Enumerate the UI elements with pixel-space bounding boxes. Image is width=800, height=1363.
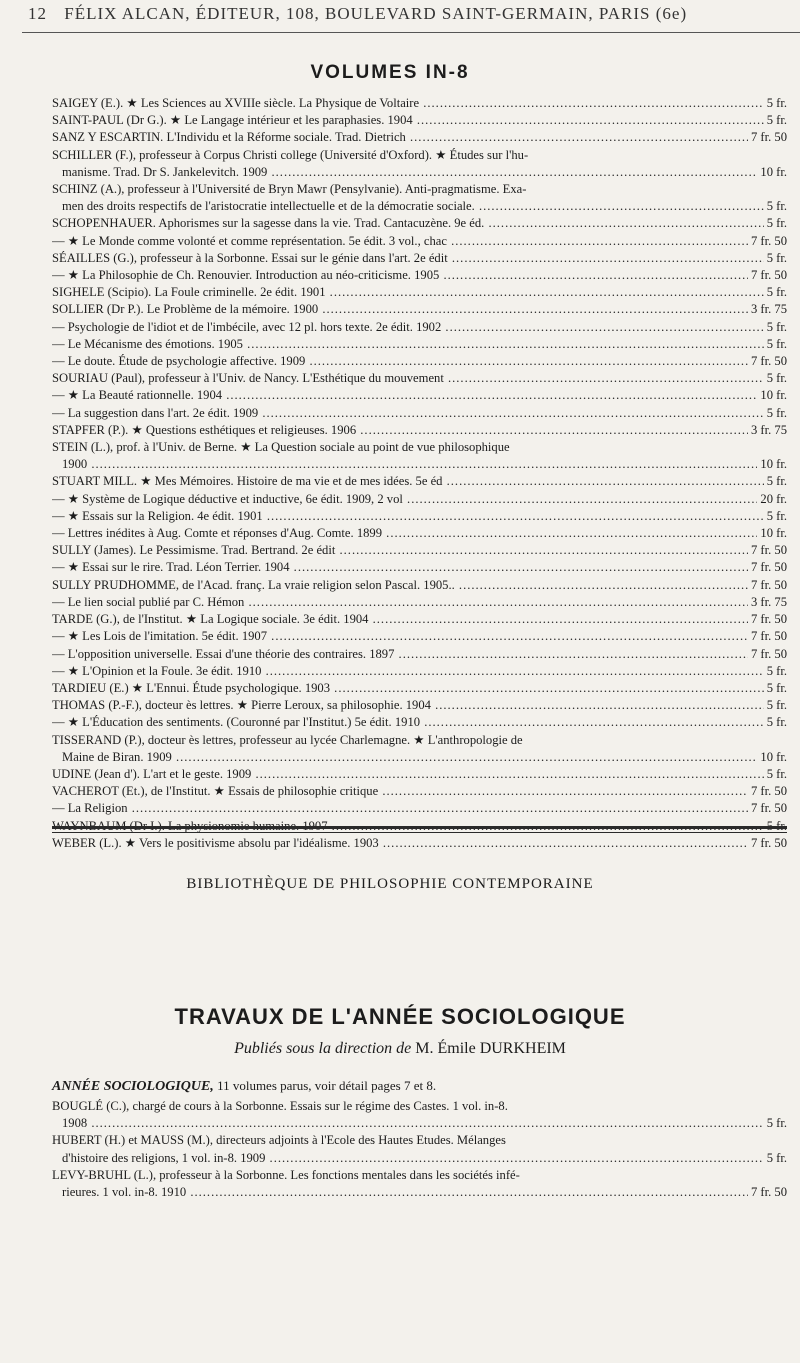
- subtitle-director: M. Émile DURKHEIM: [415, 1040, 566, 1057]
- catalog-entry: [52, 714, 787, 731]
- catalog-entry: [52, 473, 787, 490]
- entry-text-line: LEVY-BRUHL (L.), professeur à la Sorbonne. Les fonctions mentales dans les sociétés infé-: [52, 1167, 520, 1182]
- entry-price: 7 fr. 50: [748, 1184, 787, 1201]
- catalog-entry: [52, 611, 787, 628]
- section-title: VOLUMES IN-8: [310, 62, 470, 83]
- entry-price: 5 fr.: [764, 319, 787, 336]
- entry-text-line: SOLLIER (Dr P.). Le Problème de la mémoire. 1900 .....: [52, 301, 787, 318]
- catalog-entry: [52, 525, 787, 542]
- entry-text-line: HUBERT (H.) et MAUSS (M.), directeurs adjoints à l'Ecole des Hautes Etudes. Mélanges: [52, 1133, 506, 1148]
- entry-price: 5 fr.: [764, 473, 787, 490]
- entry-price: 5 fr.: [764, 95, 787, 112]
- entries-list: [52, 95, 787, 852]
- entry-price: 5 fr.: [764, 336, 787, 353]
- catalog-entry: [52, 1132, 787, 1166]
- entry-text-line: — Le doute. Étude de psychologie affective. 1909 .....: [52, 353, 787, 370]
- entry-price: 5 fr.: [764, 508, 787, 525]
- entry-text-line: — L'opposition universelle. Essai d'une théorie des contraires. 1897 .....: [52, 646, 787, 663]
- catalog-entry: [52, 147, 787, 181]
- catalog-entry: [52, 215, 787, 232]
- catalog-entry: [52, 697, 787, 714]
- entry-text-line: 1908 .....: [52, 1115, 787, 1132]
- entry-text-line: STEIN (L.), prof. à l'Univ. de Berne. ★ La Question sociale au point de vue philosophique: [52, 440, 510, 455]
- entry-price: 5 fr.: [764, 1150, 787, 1167]
- entry-text-line: — ★ L'Opinion et la Foule. 3e édit. 1910 .....: [52, 663, 787, 680]
- entry-text-line: — ★ Les Lois de l'imitation. 5e édit. 1907 .....: [52, 628, 787, 645]
- entry-text-line: STUART MILL. ★ Mes Mémoires. Histoire de ma vie et de mes idées. 5e éd .....: [52, 473, 787, 490]
- entry-text-line: men des droits respectifs de l'aristocratie intellectuelle et de la démocratie sociale. .....: [52, 198, 787, 215]
- entry-text-line: — ★ Essai sur le rire. Trad. Léon Terrier. 1904 .....: [52, 559, 787, 576]
- entry-price: 5 fr.: [764, 405, 787, 422]
- collection-title: BIBLIOTHÈQUE DE PHILOSOPHIE CONTEMPORAINE: [186, 876, 594, 892]
- catalog-entry: [52, 370, 787, 387]
- catalog-entry: [52, 508, 787, 525]
- entry-price: 5 fr.: [764, 663, 787, 680]
- catalog-entry: [52, 800, 787, 817]
- catalog-entry: [52, 129, 787, 146]
- catalog-entry: [52, 405, 787, 422]
- catalog-entry: [52, 835, 787, 852]
- catalog-entry: [52, 112, 787, 129]
- entry-text-line: SAIGEY (E.). ★ Les Sciences au XVIIIe siècle. La Physique de Voltaire .....: [52, 95, 787, 112]
- entry-text-line: — Le Mécanisme des émotions. 1905 .....: [52, 336, 787, 353]
- entry-text-line: — Psychologie de l'idiot et de l'imbécile, avec 12 pl. hors texte. 2e édit. 1902 .....: [52, 319, 787, 336]
- entry-price: 7 fr. 50: [748, 559, 787, 576]
- entry-price: 10 fr.: [757, 164, 787, 181]
- publisher-line: FÉLIX ALCAN, ÉDITEUR, 108, BOULEVARD SAINT-GERMAIN, PARIS (6e): [64, 4, 688, 23]
- entry-price: 7 fr. 50: [748, 835, 787, 852]
- entry-text-line: — La Religion .....: [52, 800, 787, 817]
- entry-text-line: UDINE (Jean d'). L'art et le geste. 1909 .....: [52, 766, 787, 783]
- catalog-entry: [52, 267, 787, 284]
- catalog-entry: [52, 542, 787, 559]
- entry-text-line: TARDE (G.), de l'Institut. ★ La Logique sociale. 3e édit. 1904 .....: [52, 611, 787, 628]
- entry-text-line: rieures. 1 vol. in-8. 1910 .....: [52, 1184, 787, 1201]
- entry-price: 7 fr. 50: [748, 267, 787, 284]
- header-rule: [22, 32, 800, 33]
- entry-text-line: SÉAILLES (G.), professeur à la Sorbonne. Essai sur le génie dans l'art. 2e édit .....: [52, 250, 787, 267]
- entry-price: 20 fr.: [757, 491, 787, 508]
- entry-price: 7 fr. 50: [748, 628, 787, 645]
- entry-price: 5 fr.: [764, 714, 787, 731]
- entry-text-line: SCHILLER (F.), professeur à Corpus Christi college (Université d'Oxford). ★ Études sur l'hu-: [52, 147, 529, 162]
- entry-text-line: — La suggestion dans l'art. 2e édit. 1909 .....: [52, 405, 787, 422]
- catalog-entry: [52, 594, 787, 611]
- entry-text-line: THOMAS (P.-F.), docteur ès lettres. ★ Pierre Leroux, sa philosophie. 1904 .....: [52, 697, 787, 714]
- entry-text-line: — Lettres inédites à Aug. Comte et réponses d'Aug. Comte. 1899 .....: [52, 525, 787, 542]
- entry-price: 10 fr.: [757, 387, 787, 404]
- entry-price: 5 fr.: [764, 1115, 787, 1132]
- entry-text-line: — Le lien social publié par C. Hémon .....: [52, 594, 787, 611]
- entry-price: 10 fr.: [757, 456, 787, 473]
- entry-price: 3 fr. 75: [748, 301, 787, 318]
- catalog-entry: [52, 353, 787, 370]
- entry-price: 7 fr. 50: [748, 611, 787, 628]
- catalog-entry: [52, 387, 787, 404]
- entry-text-line: STAPFER (P.). ★ Questions esthétiques et religieuses. 1906 .....: [52, 422, 787, 439]
- catalog-entry: [52, 1098, 787, 1132]
- catalog-entry: [52, 680, 787, 697]
- catalog-entry: [52, 233, 787, 250]
- travaux-entries: [52, 1098, 787, 1201]
- travaux-title: TRAVAUX DE L'ANNÉE SOCIOLOGIQUE: [174, 1004, 626, 1029]
- catalog-entry: [52, 95, 787, 112]
- entry-text-line: SCHINZ (A.), professeur à l'Université de Bryn Mawr (Pensylvanie). Anti-pragmatisme. Exa-: [52, 182, 527, 197]
- entry-price: 5 fr.: [764, 198, 787, 215]
- entry-price: 3 fr. 75: [748, 422, 787, 439]
- catalog-entry: [52, 301, 787, 318]
- entry-price: 7 fr. 50: [748, 233, 787, 250]
- catalog-entry: [52, 559, 787, 576]
- catalog-entry: [52, 646, 787, 663]
- entry-text-line: — ★ Système de Logique déductive et inductive, 6e édit. 1909, 2 vol .....: [52, 491, 787, 508]
- catalog-entry: [52, 766, 787, 783]
- entry-text-line: — ★ La Philosophie de Ch. Renouvier. Introduction au néo-criticisme. 1905 .....: [52, 267, 787, 284]
- entry-text-line: SANZ Y ESCARTIN. L'Individu et la Réforme sociale. Trad. Dietrich .....: [52, 129, 787, 146]
- entry-text-line: 1900 .....: [52, 456, 787, 473]
- entry-price: 7 fr. 50: [748, 353, 787, 370]
- entry-text-line: TARDIEU (E.) ★ L'Ennui. Étude psychologique. 1903 .....: [52, 680, 787, 697]
- catalog-entry: [52, 491, 787, 508]
- entry-price: 3 fr. 75: [748, 594, 787, 611]
- subtitle-intro: Publiés sous la direction de: [234, 1040, 412, 1057]
- annee-title: ANNÉE SOCIOLOGIQUE,: [52, 1079, 214, 1094]
- entry-price: 10 fr.: [757, 525, 787, 542]
- catalog-entry: [52, 663, 787, 680]
- entry-price: 5 fr.: [764, 370, 787, 387]
- entry-text-line: SULLY PRUDHOMME, de l'Acad. franç. La vraie religion selon Pascal. 1905.. .....: [52, 577, 787, 594]
- entry-price: 7 fr. 50: [748, 129, 787, 146]
- catalog-entry: [52, 336, 787, 353]
- entry-price: 10 fr.: [757, 749, 787, 766]
- entry-price: 7 fr. 50: [748, 800, 787, 817]
- entry-price: 5 fr.: [764, 250, 787, 267]
- section-rule-thick: [52, 826, 787, 829]
- catalog-entry: [52, 319, 787, 336]
- annee-text: 11 volumes parus, voir détail pages 7 et 8.: [217, 1078, 437, 1093]
- section-rule-thin: [52, 832, 787, 833]
- catalog-entry: [52, 577, 787, 594]
- catalog-entry: [52, 284, 787, 301]
- entry-price: 5 fr.: [764, 697, 787, 714]
- entry-price: 5 fr.: [764, 112, 787, 129]
- entry-text-line: BOUGLÉ (C.), chargé de cours à la Sorbonne. Essais sur le régime des Castes. 1 vol. in-8.: [52, 1099, 508, 1113]
- entry-price: 5 fr.: [764, 284, 787, 301]
- catalog-entry: [52, 1167, 787, 1201]
- entry-text-line: d'histoire des religions, 1 vol. in-8. 1909 .....: [52, 1150, 787, 1167]
- catalog-entry: [52, 250, 787, 267]
- entry-price: 7 fr. 50: [748, 783, 787, 800]
- catalog-entry: [52, 422, 787, 439]
- running-header: [28, 4, 687, 24]
- catalog-entry: [52, 439, 787, 473]
- entry-text-line: — ★ Le Monde comme volonté et comme représentation. 5e édit. 3 vol., chac .....: [52, 233, 787, 250]
- entry-text-line: SIGHELE (Scipio). La Foule criminelle. 2e édit. 1901 .....: [52, 284, 787, 301]
- entry-text-line: Maine de Biran. 1909 .....: [52, 749, 787, 766]
- entry-text-line: SAINT-PAUL (Dr G.). ★ Le Langage intérieur et les paraphasies. 1904 .....: [52, 112, 787, 129]
- entry-text-line: VACHEROT (Et.), de l'Institut. ★ Essais de philosophie critique .....: [52, 783, 787, 800]
- entry-text-line: WEBER (L.). ★ Vers le positivisme absolu par l'idéalisme. 1903 .....: [52, 835, 787, 852]
- catalog-entry: [52, 628, 787, 645]
- entry-text-line: SULLY (James). Le Pessimisme. Trad. Bertrand. 2e édit .....: [52, 542, 787, 559]
- page-number: 12: [28, 4, 47, 23]
- entry-price: 7 fr. 50: [748, 542, 787, 559]
- catalog-entry: [52, 732, 787, 766]
- entry-price: 5 fr.: [764, 766, 787, 783]
- entry-text-line: manisme. Trad. Dr S. Jankelevitch. 1909 .....: [52, 164, 787, 181]
- entry-text-line: — ★ La Beauté rationnelle. 1904 .....: [52, 387, 787, 404]
- entry-text-line: — ★ L'Éducation des sentiments. (Couronné par l'Institut.) 5e édit. 1910 .....: [52, 714, 787, 731]
- annee-line: [52, 1078, 436, 1095]
- catalog-entry: [52, 181, 787, 215]
- entry-price: 7 fr. 50: [748, 577, 787, 594]
- entry-price: 7 fr. 50: [748, 646, 787, 663]
- entry-text-line: TISSERAND (P.), docteur ès lettres, professeur au lycée Charlemagne. ★ L'anthropologie de: [52, 732, 523, 747]
- entry-text-line: — ★ Essais sur la Religion. 4e édit. 1901 .....: [52, 508, 787, 525]
- catalog-entry: [52, 783, 787, 800]
- entry-text-line: SCHOPENHAUER. Aphorismes sur la sagesse dans la vie. Trad. Cantacuzène. 9e éd. .....: [52, 215, 787, 232]
- entry-price: 5 fr.: [764, 680, 787, 697]
- entry-text-line: SOURIAU (Paul), professeur à l'Univ. de Nancy. L'Esthétique du mouvement .....: [52, 370, 787, 387]
- travaux-subtitle: [0, 1040, 800, 1058]
- entry-price: 5 fr.: [764, 215, 787, 232]
